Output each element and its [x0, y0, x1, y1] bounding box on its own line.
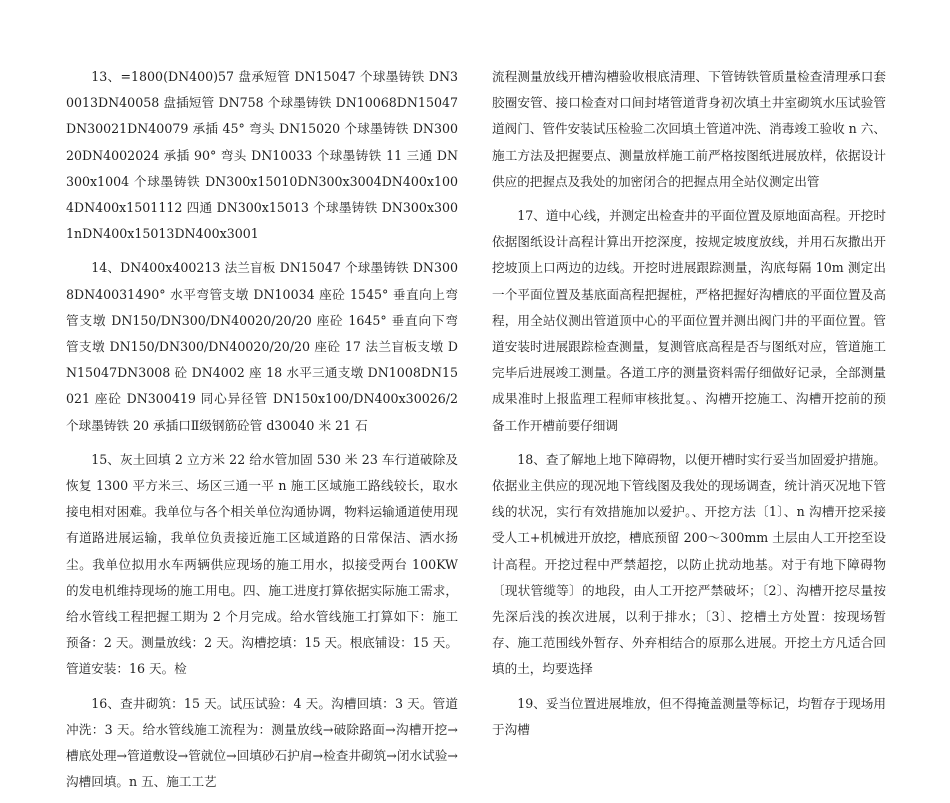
paragraph-13: 13、=1800(DN400)57 盘承短管 DN15047 个球墨铸铁 DN30013DN40058 盘插短管 DN758 个球墨铸铁 DN10068DN15047DN30021DN40079 承插 45° 弯头 DN15020 个球墨铸铁 DN30020DN4002024 承插 90° 弯头 DN10033 个球墨铸铁 11 三通 DN300x1004 个球墨铸铁 DN300x15010DN300x3004DN400x1004DN400x1501112 四通 DN300x15013 个球墨铸铁 DN300x3001nDN400x15013DN400x3001 [66, 69, 458, 242]
paragraph-15: 15、灰土回填 2 立方米 22 给水管加固 530 米 23 车行道破除及恢复 1300 平方米三、场区三通一平 n 施工区域施工路线较长，取水接电相对困难。我单位与各个相关单位沟通协调，物料运输通道使用现有道路进展运输，我单位负责接近施工区域道路的日常保洁、洒水扬尘。我单位拟用水车两辆供应现场的施工用水，拟接受两台 100KW 的发电机维持现场的施工用电。四、施工进度打算依据实际施工需求，给水管线工程把握工期为 2 个月完成。给水管线施工打算如下：施工预备：2 天。测量放线：2 天。沟槽挖填：15 天。根底铺设：15 天。管道安装：16 天。检 [66, 451, 458, 677]
paragraph-19: 19、妥当位置进展堆放，但不得掩盖测量等标记，均暂存于现场用于沟槽 [492, 695, 886, 737]
paragraph-17: 17、道中心线，并测定出检查井的平面位置及原地面高程。开挖时依据图纸设计高程计算出开挖深度，按规定坡度放线，并用石灰撒出开挖坡顶上口两边的边线。开挖时进展跟踪测量，沟底每隔 10m 测定出一个平面位置及基底面高程把握桩，严格把握好沟槽底的平面位置及高程，用全站仪测出管道顶中心的平面位置并测出阀门井的平面位置。管道安装时进展跟踪检查测量，复测管底高程是否与图纸对应，管道施工完毕后进展竣工测量。各道工序的测量资料需仔细做好记录，全部测量成果准时上报监理工程师审核批复。、沟槽开挖施工、沟槽开挖前的预备工作开槽前要仔细调 [492, 208, 886, 433]
paragraph-18: 18、查了解地上地下障碍物，以便开槽时实行妥当加固爱护措施。依据业主供应的现况地下管线图及我处的现场调查，统计消灭况地下管线的状况，实行有效措施加以爱护。、开挖方法〔1〕、n 沟槽开挖采接受人工+机械进开放挖，槽底预留 200～300mm 土层由人工开挖至设计高程。开挖过程中严禁超挖，以防止扰动地基。对于有地下障碍物〔现状管缆等〕的地段，由人工开挖严禁破坏；〔2〕、沟槽开挖尽量按先深后浅的挨次进展，以利于排水；〔3〕、挖槽土方处置：按现场暂存、施工范围线外暂存、外弃相结合的原那么进展。开挖土方凡适合回填的土，均要选择 [492, 451, 886, 677]
paragraph-16: 16、查井砌筑：15 天。试压试验：4 天。沟槽回填：3 天。管道冲洗：3 天。给水管线施工流程为：测量放线→破除路面→沟槽开挖→槽底处理→管道敷设→管就位→回填砂石护肩→检查井砌筑→闭水试验→沟槽回填。n 五、施工工艺 [66, 695, 458, 790]
paragraph-continuation: 流程测量放线开槽沟槽验收根底清理、下管铸铁管质量检查清理承口套胶圈安管、接口检查对口间封堵管道背身初次填土井室砌筑水压试验管道阀门、管件安装试压检验二次回填土管道冲洗、消毒竣工验收 n 六、施工方法及把握要点、测量放样施工前严格按图纸进展放样，依据设计供应的把握点及我处的加密闭合的把握点用全站仪测定出管 [492, 69, 886, 189]
left-text-column [66, 64, 458, 803]
right-text-column [492, 64, 886, 751]
paragraph-14: 14、DN400x400213 法兰盲板 DN15047 个球墨铸铁 DN3008DN40031490° 水平弯管支墩 DN10034 座砼 1545° 垂直向上弯管支墩 DN150/DN300/DN40020/20/20 座砼 1645° 垂直向下弯管支墩 DN150/DN300/DN40020/20/20 座砼 17 法兰盲板支墩 DN15047DN3008 砼 DN4002 座 18 水平三通支墩 DN1008DN15021 座砼 DN300419 同心异径管 DN150x100/DN400x30026/2 个球墨铸铁 20 承插口Ⅱ级钢筋砼管 d30040 米 21 石 [66, 260, 458, 433]
